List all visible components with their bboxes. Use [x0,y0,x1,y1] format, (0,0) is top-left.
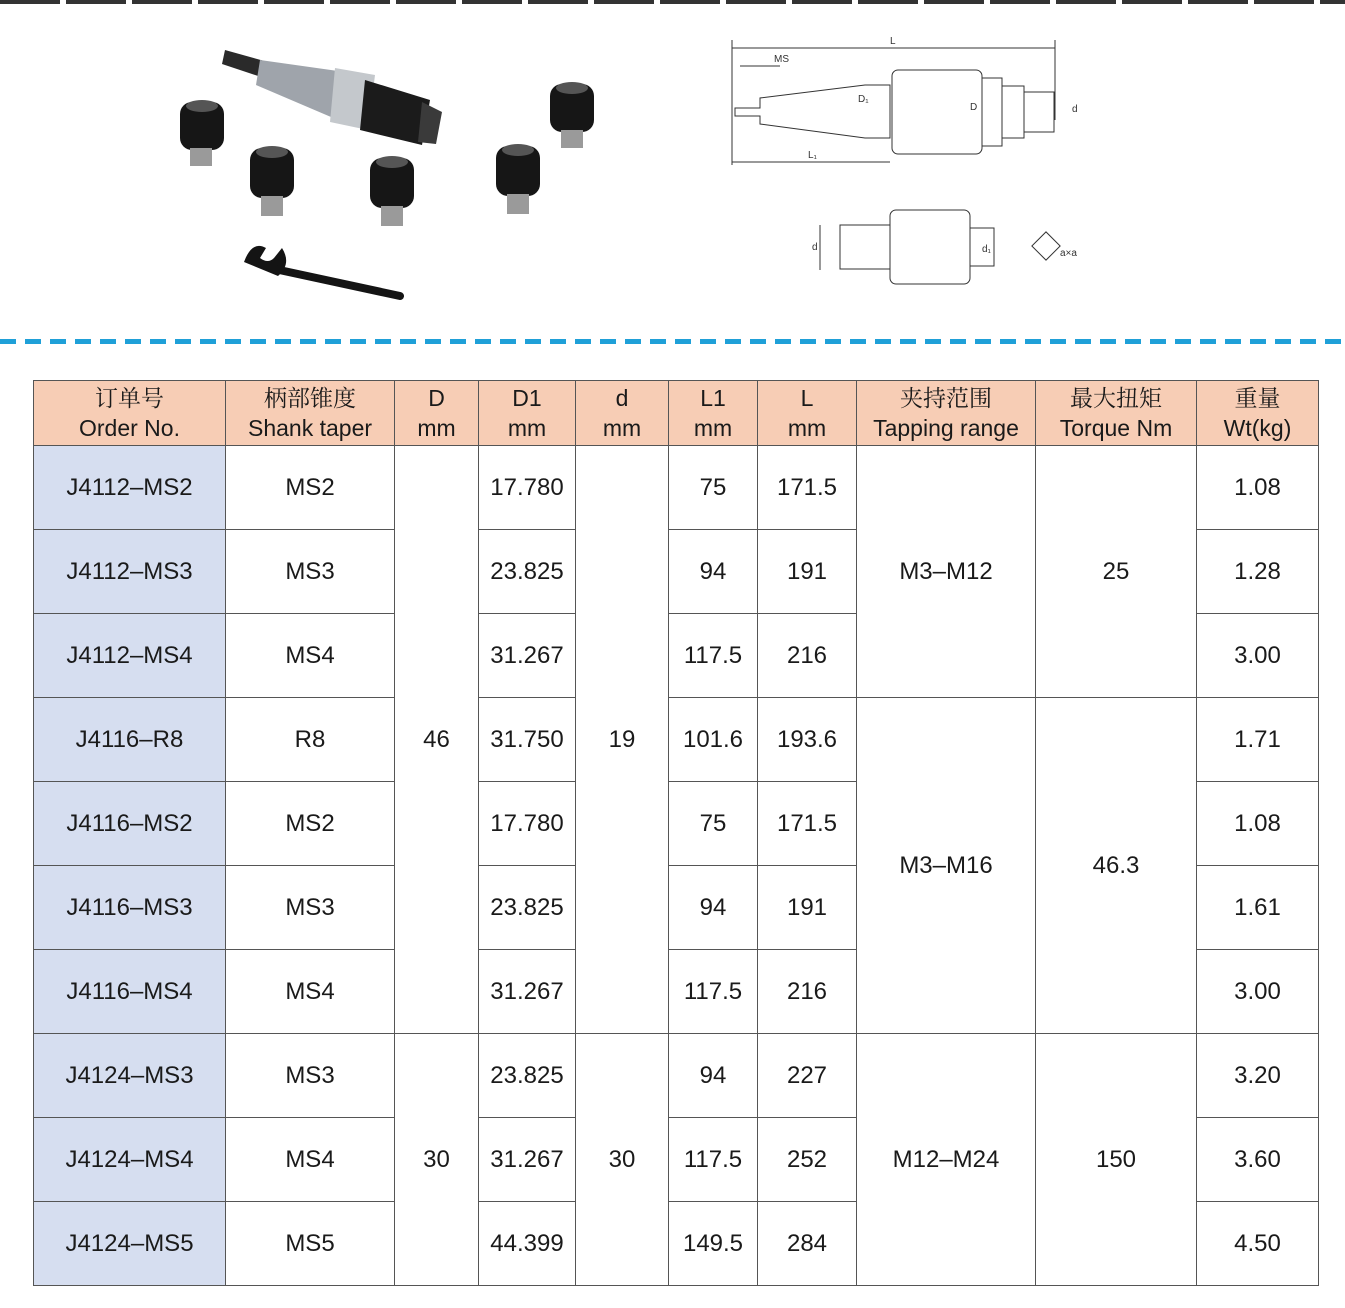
label-L1: L₁ [808,150,817,161]
label-MS: MS [774,54,789,65]
collet-5 [550,82,594,148]
chuck-body [222,50,442,145]
header-D: D mm [395,381,479,446]
weight-cell: 4.50 [1197,1202,1319,1286]
d-cell: 19 [576,446,669,1034]
header-L: L mm [758,381,857,446]
L1-cell: 75 [669,782,758,866]
L-cell: 193.6 [758,698,857,782]
body-outline [892,70,982,154]
range-cell: M12–M24 [857,1034,1036,1286]
shank-cell: MS3 [226,866,395,950]
weight-cell: 1.71 [1197,698,1319,782]
D1-cell: 31.267 [479,950,576,1034]
shank-cell: MS3 [226,530,395,614]
square-drive-symbol [1032,232,1060,260]
label-L: L [890,36,896,47]
D1-cell: 23.825 [479,530,576,614]
shank-cell: MS2 [226,782,395,866]
table-row [34,1034,1319,1118]
L-cell: 227 [758,1034,857,1118]
order-cell: J4112–MS2 [34,446,226,530]
header-shank: 柄部锥度 Shank taper [226,381,395,446]
shank-cell: MS3 [226,1034,395,1118]
L-cell: 284 [758,1202,857,1286]
table-row [34,698,1319,782]
technical-drawing [720,30,1120,310]
L-cell: 252 [758,1118,857,1202]
L1-cell: 101.6 [669,698,758,782]
D1-cell: 17.780 [479,446,576,530]
L1-cell: 75 [669,446,758,530]
shank-cell: MS4 [226,1118,395,1202]
range-cell: M3–M16 [857,698,1036,1034]
weight-cell: 3.20 [1197,1034,1319,1118]
order-cell: J4116–MS3 [34,866,226,950]
label-axa: a×a [1060,248,1077,259]
spec-table [33,380,1319,1286]
L1-cell: 117.5 [669,614,758,698]
D1-cell: 31.267 [479,1118,576,1202]
shank-cell: MS5 [226,1202,395,1286]
label-d: d [1072,104,1078,115]
torque-cell: 25 [1036,446,1197,698]
D1-cell: 17.780 [479,782,576,866]
weight-cell: 1.28 [1197,530,1319,614]
collet-1 [180,100,224,166]
L-cell: 191 [758,530,857,614]
torque-cell: 46.3 [1036,698,1197,1034]
collet-4 [496,144,540,214]
header-torque: 最大扭矩 Torque Nm [1036,381,1197,446]
header-order: 订单号 Order No. [34,381,226,446]
top-border-strip [0,0,1345,4]
L1-cell: 94 [669,1034,758,1118]
shank-cell: MS2 [226,446,395,530]
collet-2 [250,146,294,216]
weight-cell: 3.00 [1197,950,1319,1034]
L-cell: 171.5 [758,446,857,530]
weight-cell: 3.60 [1197,1118,1319,1202]
header-D1: D1 mm [479,381,576,446]
order-cell: J4112–MS4 [34,614,226,698]
D1-cell: 31.750 [479,698,576,782]
label-d-side: d [812,242,818,253]
header-L1: L1 mm [669,381,758,446]
D-cell: 46 [395,446,479,1034]
L1-cell: 117.5 [669,950,758,1034]
label-D1: D₁ [858,94,869,105]
header-d: d mm [576,381,669,446]
collet-drawing [840,225,890,269]
header-row [34,381,1319,446]
L1-cell: 94 [669,866,758,950]
collet-3 [370,156,414,226]
d-cell: 30 [576,1034,669,1286]
range-cell: M3–M12 [857,446,1036,698]
table-row [34,446,1319,530]
order-cell: J4124–MS3 [34,1034,226,1118]
D-cell: 30 [395,1034,479,1286]
order-cell: J4116–R8 [34,698,226,782]
label-D: D [970,102,978,113]
product-photo [160,30,620,320]
weight-cell: 1.08 [1197,782,1319,866]
shank-cell: MS4 [226,614,395,698]
L1-cell: 149.5 [669,1202,758,1286]
D1-cell: 31.267 [479,614,576,698]
order-cell: J4112–MS3 [34,530,226,614]
weight-cell: 1.61 [1197,866,1319,950]
torque-cell: 150 [1036,1034,1197,1286]
header-range: 夹持范围 Tapping range [857,381,1036,446]
D1-cell: 23.825 [479,1034,576,1118]
L1-cell: 94 [669,530,758,614]
shank-outline [735,85,890,138]
D1-cell: 44.399 [479,1202,576,1286]
shank-cell: R8 [226,698,395,782]
L-cell: 171.5 [758,782,857,866]
order-cell: J4124–MS5 [34,1202,226,1286]
L-cell: 216 [758,950,857,1034]
shank-cell: MS4 [226,950,395,1034]
order-cell: J4116–MS4 [34,950,226,1034]
order-cell: J4116–MS2 [34,782,226,866]
label-d1: d₁ [982,244,991,255]
wrench [244,246,400,296]
L-cell: 216 [758,614,857,698]
order-cell: J4124–MS4 [34,1118,226,1202]
section-divider [0,339,1345,344]
L-cell: 191 [758,866,857,950]
header-weight: 重量 Wt(kg) [1197,381,1319,446]
D1-cell: 23.825 [479,866,576,950]
weight-cell: 1.08 [1197,446,1319,530]
L1-cell: 117.5 [669,1118,758,1202]
weight-cell: 3.00 [1197,614,1319,698]
